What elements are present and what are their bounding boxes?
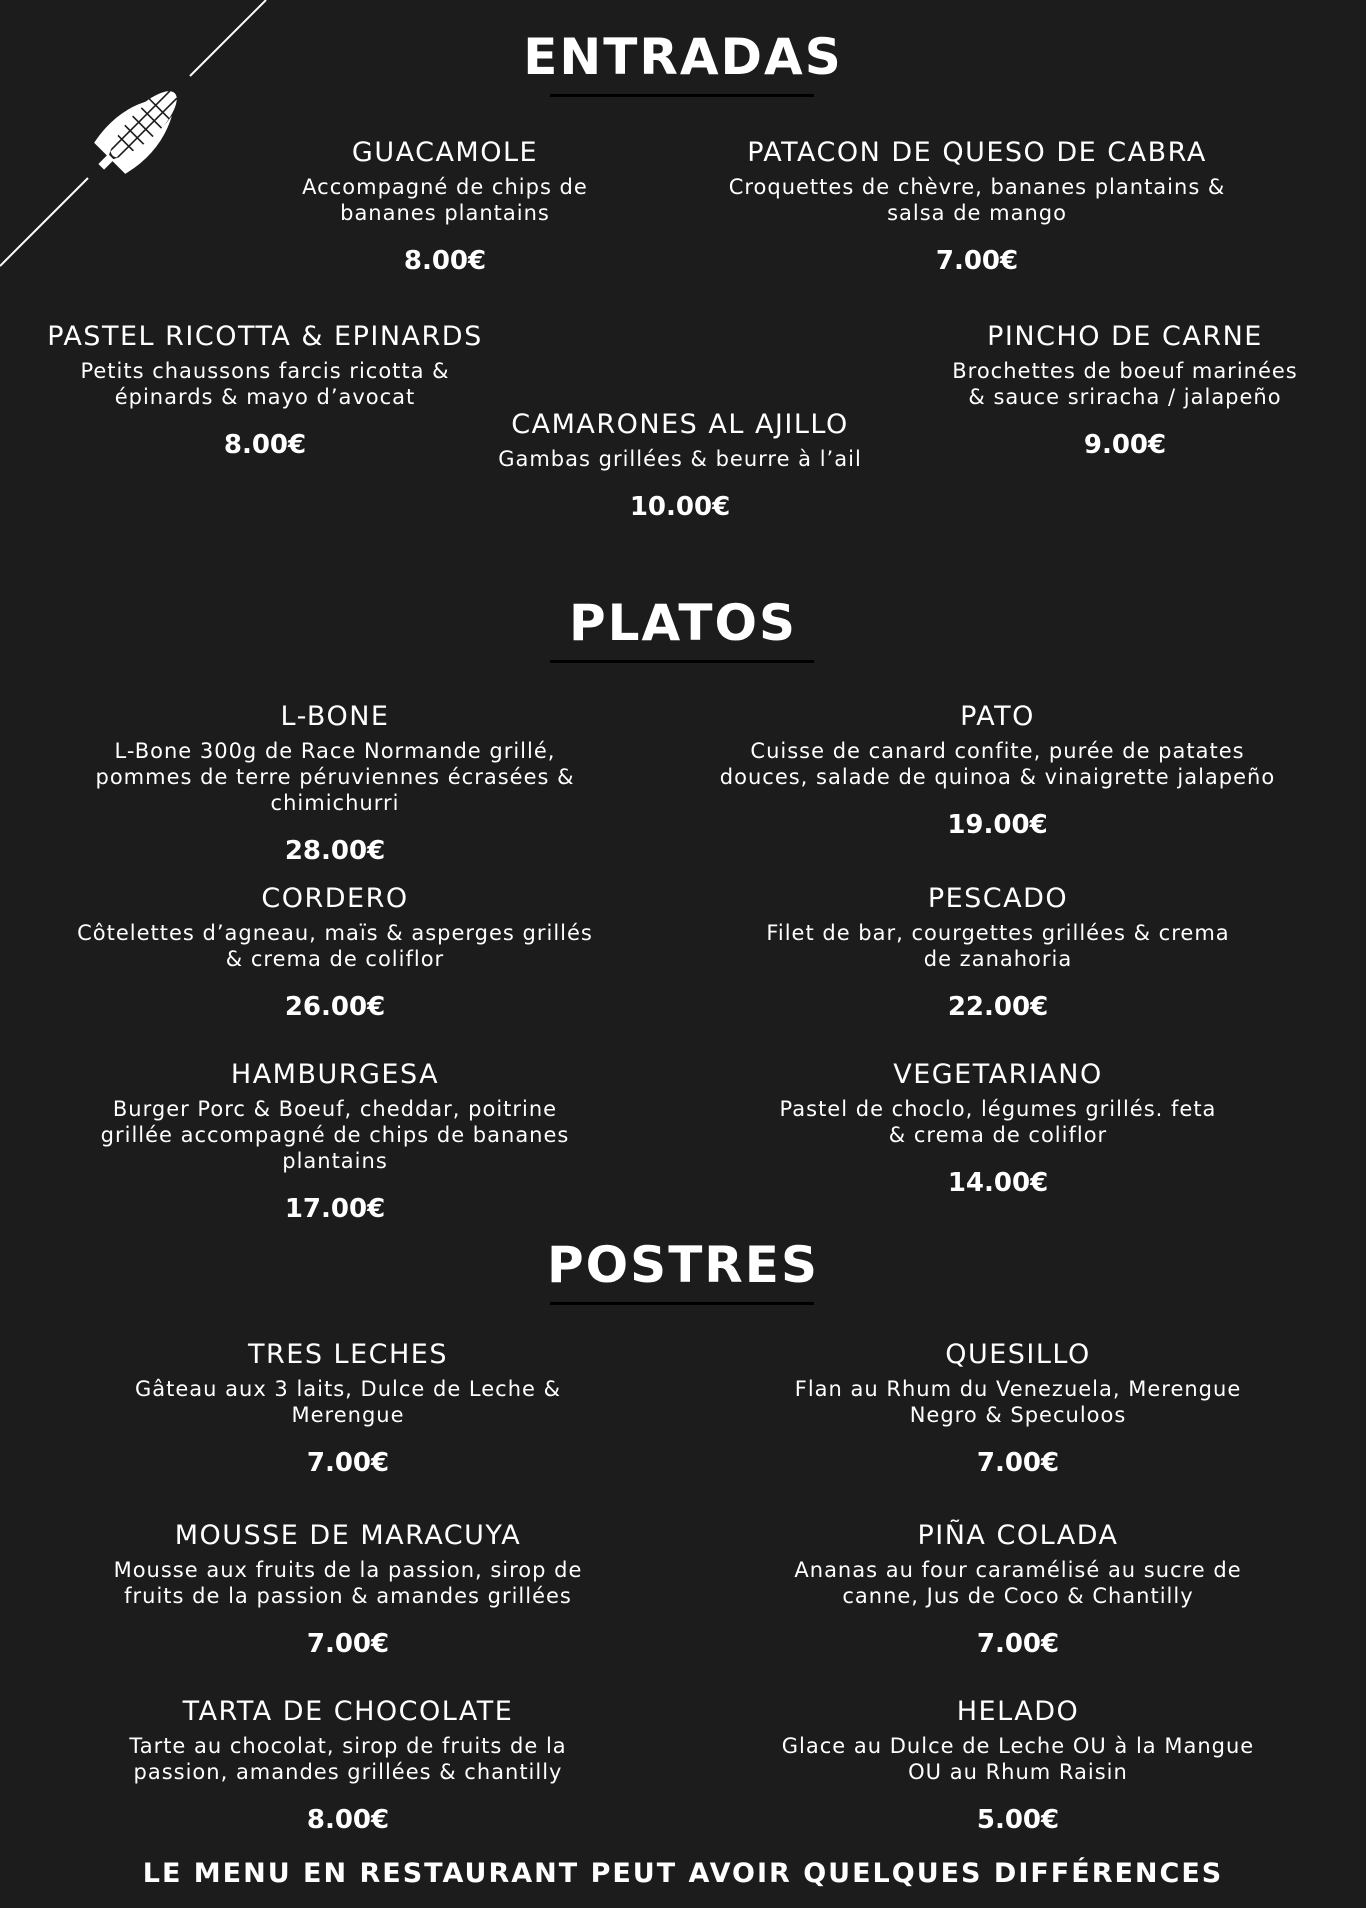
item-name: CORDERO — [261, 883, 409, 914]
item-description: Cuisse de canard confite, purée de patates douces, salade de quinoa & vinaigrette jalapeño — [719, 739, 1276, 789]
menu-item — [25, 320, 505, 460]
menu-item — [718, 882, 1278, 1022]
menu-item — [55, 1058, 615, 1224]
menu-item — [758, 1519, 1278, 1659]
item-description: Tarte au chocolat, sirop de fruits de la passion, amandes grillées & chantilly — [129, 1734, 567, 1784]
item-name: PIÑA COLADA — [917, 1520, 1119, 1551]
item-name: CAMARONES AL AJILLO — [511, 409, 849, 440]
item-description: Croquettes de chèvre, bananes plantains & salsa de mango — [728, 175, 1226, 225]
section-title-entradas: ENTRADAS — [523, 28, 843, 86]
section-underline — [550, 94, 814, 97]
item-price: 17.00€ — [284, 1194, 386, 1224]
item-name: PATACON DE QUESO DE CABRA — [747, 137, 1207, 168]
section-underline — [550, 1302, 814, 1305]
item-price: 8.00€ — [306, 1805, 390, 1835]
item-name: HELADO — [956, 1696, 1080, 1727]
menu-item — [88, 1519, 608, 1659]
item-name: PASTEL RICOTTA & EPINARDS — [47, 321, 483, 352]
item-description: Burger Porc & Boeuf, cheddar, poitrine grillée accompagné de chips de bananes plantains — [100, 1097, 570, 1173]
menu-item — [758, 1338, 1278, 1478]
item-description: Côtelettes d’agneau, maïs & asperges grillés & crema de coliflor — [77, 921, 593, 971]
menu-item — [165, 136, 725, 276]
section-underline — [550, 660, 814, 663]
item-name: VEGETARIANO — [893, 1059, 1103, 1090]
item-name: GUACAMOLE — [351, 137, 539, 168]
menu-disclaimer: LE MENU EN RESTAURANT PEUT AVOIR QUELQUES DIFFÉRENCES — [142, 1858, 1224, 1889]
item-description: Filet de bar, courgettes grillées & crema de zanahoria — [766, 921, 1230, 971]
item-description: Glace au Dulce de Leche OU à la Mangue OU au Rhum Raisin — [781, 1734, 1255, 1784]
item-name: TARTA DE CHOCOLATE — [182, 1696, 514, 1727]
item-name: MOUSSE DE MARACUYA — [174, 1520, 522, 1551]
item-name: PINCHO DE CARNE — [987, 321, 1263, 352]
item-description: Gâteau aux 3 laits, Dulce de Leche & Merengue — [135, 1377, 561, 1427]
item-description: Mousse aux fruits de la passion, sirop de fruits de la passion & amandes grillées — [113, 1558, 583, 1608]
item-price: 8.00€ — [403, 246, 487, 276]
item-name: PESCADO — [927, 883, 1069, 914]
item-name: L-BONE — [280, 701, 390, 732]
item-name: PATO — [960, 701, 1035, 732]
item-price: 28.00€ — [284, 836, 386, 866]
item-name: HAMBURGESA — [230, 1059, 440, 1090]
item-price: 7.00€ — [306, 1629, 390, 1659]
item-price: 26.00€ — [284, 992, 386, 1022]
menu-item — [715, 700, 1280, 840]
menu-item — [758, 1695, 1278, 1835]
item-description: Flan au Rhum du Venezuela, Merengue Negro & Speculoos — [794, 1377, 1242, 1427]
item-price: 7.00€ — [976, 1448, 1060, 1478]
item-description: Brochettes de boeuf marinées & sauce sriracha / jalapeño — [952, 359, 1298, 409]
item-description: Pastel de choclo, légumes grillés. feta & crema de coliflor — [779, 1097, 1217, 1147]
menu-item — [88, 1695, 608, 1835]
menu-item — [718, 1058, 1278, 1198]
item-description: Petits chaussons farcis ricotta & épinards & mayo d’avocat — [80, 359, 450, 409]
item-price: 19.00€ — [947, 810, 1048, 840]
item-price: 9.00€ — [1083, 430, 1167, 460]
item-description: Accompagné de chips de bananes plantains — [302, 175, 588, 225]
item-description: Ananas au four caramélisé au sucre de canne, Jus de Coco & Chantilly — [794, 1558, 1242, 1608]
item-price: 8.00€ — [223, 430, 307, 460]
item-price: 22.00€ — [947, 992, 1049, 1022]
item-name: TRES LECHES — [248, 1339, 448, 1370]
menu-item — [697, 136, 1257, 276]
item-price: 7.00€ — [935, 246, 1019, 276]
menu-item — [920, 320, 1330, 460]
item-name: QUESILLO — [945, 1339, 1091, 1370]
item-price: 10.00€ — [629, 492, 731, 522]
section-title-postres: POSTRES — [547, 1236, 819, 1294]
menu-item — [55, 700, 615, 866]
item-description: L-Bone 300g de Race Normande grillé, pommes de terre péruviennes écrasées & chimichurri — [95, 739, 575, 815]
item-price: 7.00€ — [976, 1629, 1060, 1659]
menu-item — [440, 408, 920, 522]
item-price: 5.00€ — [976, 1805, 1060, 1835]
menu-item — [88, 1338, 608, 1478]
item-description: Gambas grillées & beurre à l’ail — [498, 447, 862, 471]
menu-item — [55, 882, 615, 1022]
item-price: 7.00€ — [306, 1448, 390, 1478]
item-price: 14.00€ — [947, 1168, 1049, 1198]
section-title-platos: PLATOS — [569, 594, 797, 652]
